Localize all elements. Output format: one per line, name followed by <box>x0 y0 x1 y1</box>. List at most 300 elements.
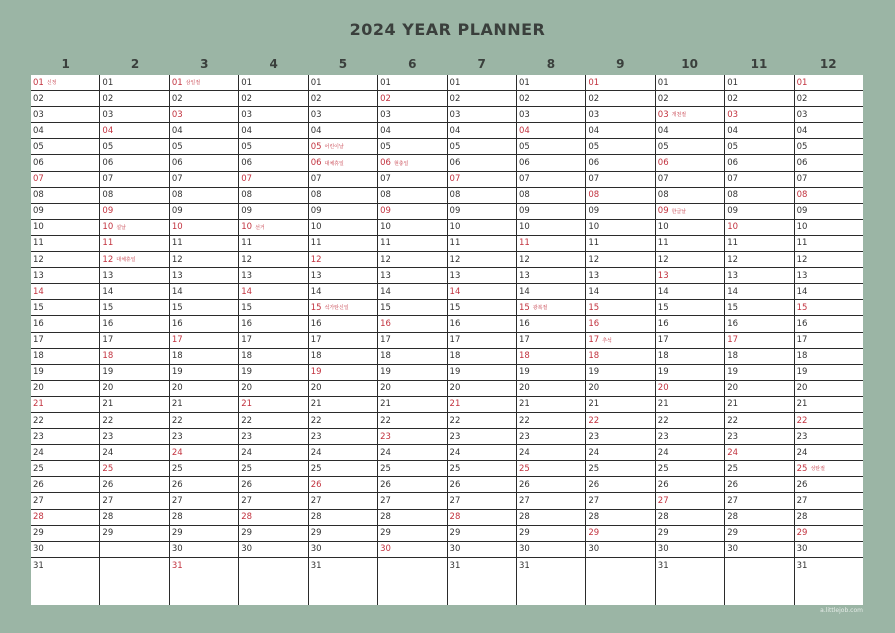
day-cell[interactable] <box>656 91 724 107</box>
day-cell[interactable] <box>448 493 516 509</box>
day-cell[interactable] <box>31 155 99 171</box>
day-cell[interactable] <box>656 349 724 365</box>
day-cell[interactable] <box>31 365 99 381</box>
day-cell[interactable] <box>31 429 99 445</box>
day-cell[interactable] <box>656 107 724 123</box>
day-cell[interactable] <box>100 91 168 107</box>
day-cell[interactable] <box>448 365 516 381</box>
day-cell[interactable] <box>517 123 585 139</box>
day-cell[interactable] <box>725 284 793 300</box>
day-cell[interactable] <box>725 429 793 445</box>
day-cell[interactable] <box>378 349 446 365</box>
day-cell[interactable] <box>448 558 516 574</box>
day-cell[interactable] <box>378 397 446 413</box>
day-cell[interactable] <box>378 284 446 300</box>
day-cell[interactable] <box>586 365 654 381</box>
day-cell[interactable] <box>309 139 377 155</box>
day-cell[interactable] <box>309 493 377 509</box>
day-cell[interactable] <box>586 381 654 397</box>
day-cell[interactable] <box>795 204 863 220</box>
day-cell[interactable] <box>100 445 168 461</box>
day-cell[interactable] <box>239 333 307 349</box>
day-cell[interactable] <box>517 333 585 349</box>
day-cell[interactable] <box>378 542 446 558</box>
day-cell[interactable] <box>378 220 446 236</box>
day-cell[interactable] <box>586 349 654 365</box>
day-cell[interactable] <box>100 558 168 574</box>
day-cell[interactable] <box>725 139 793 155</box>
day-cell[interactable] <box>170 107 238 123</box>
day-cell[interactable] <box>31 510 99 526</box>
day-cell[interactable] <box>378 558 446 574</box>
day-cell[interactable] <box>795 107 863 123</box>
day-cell[interactable] <box>378 123 446 139</box>
day-cell[interactable] <box>170 123 238 139</box>
day-cell[interactable] <box>448 397 516 413</box>
day-cell[interactable] <box>239 461 307 477</box>
day-cell[interactable] <box>656 526 724 542</box>
day-cell[interactable] <box>795 429 863 445</box>
day-cell[interactable] <box>309 333 377 349</box>
day-cell[interactable] <box>378 526 446 542</box>
day-cell[interactable] <box>795 381 863 397</box>
day-cell[interactable] <box>725 365 793 381</box>
day-cell[interactable] <box>656 284 724 300</box>
day-cell[interactable] <box>170 413 238 429</box>
day-cell[interactable] <box>31 123 99 139</box>
day-cell[interactable] <box>378 107 446 123</box>
day-cell[interactable] <box>448 381 516 397</box>
day-cell[interactable] <box>725 381 793 397</box>
day-cell[interactable] <box>586 268 654 284</box>
day-cell[interactable] <box>239 236 307 252</box>
day-cell[interactable] <box>517 461 585 477</box>
day-cell[interactable] <box>586 526 654 542</box>
day-cell[interactable] <box>517 542 585 558</box>
day-cell[interactable] <box>309 220 377 236</box>
day-cell[interactable] <box>795 284 863 300</box>
day-cell[interactable] <box>378 204 446 220</box>
day-cell[interactable] <box>725 510 793 526</box>
day-cell[interactable] <box>656 397 724 413</box>
day-cell[interactable] <box>448 123 516 139</box>
day-cell[interactable] <box>517 445 585 461</box>
day-cell[interactable] <box>586 172 654 188</box>
day-cell[interactable] <box>309 300 377 316</box>
day-cell[interactable] <box>309 204 377 220</box>
day-cell[interactable] <box>378 172 446 188</box>
day-cell[interactable] <box>378 333 446 349</box>
day-cell[interactable] <box>309 268 377 284</box>
day-cell[interactable] <box>656 75 724 91</box>
day-cell[interactable] <box>517 558 585 574</box>
day-cell[interactable] <box>725 300 793 316</box>
day-cell[interactable] <box>725 252 793 268</box>
day-cell[interactable] <box>378 413 446 429</box>
day-cell[interactable] <box>586 188 654 204</box>
day-cell[interactable] <box>239 188 307 204</box>
day-cell[interactable] <box>239 381 307 397</box>
day-cell[interactable] <box>725 349 793 365</box>
day-cell[interactable] <box>239 365 307 381</box>
day-cell[interactable] <box>170 91 238 107</box>
day-cell[interactable] <box>795 268 863 284</box>
day-cell[interactable] <box>239 558 307 574</box>
day-cell[interactable] <box>239 526 307 542</box>
day-cell[interactable] <box>725 204 793 220</box>
day-cell[interactable] <box>656 381 724 397</box>
day-cell[interactable] <box>309 558 377 574</box>
day-cell[interactable] <box>448 300 516 316</box>
day-cell[interactable] <box>100 365 168 381</box>
day-cell[interactable] <box>239 252 307 268</box>
day-cell[interactable] <box>239 349 307 365</box>
day-cell[interactable] <box>656 188 724 204</box>
day-cell[interactable] <box>309 284 377 300</box>
day-cell[interactable] <box>656 413 724 429</box>
day-cell[interactable] <box>309 413 377 429</box>
day-cell[interactable] <box>586 413 654 429</box>
day-cell[interactable] <box>309 188 377 204</box>
day-cell[interactable] <box>239 220 307 236</box>
day-cell[interactable] <box>517 300 585 316</box>
day-cell[interactable] <box>586 204 654 220</box>
day-cell[interactable] <box>448 91 516 107</box>
day-cell[interactable] <box>309 445 377 461</box>
day-cell[interactable] <box>31 493 99 509</box>
day-cell[interactable] <box>100 397 168 413</box>
day-cell[interactable] <box>517 91 585 107</box>
day-cell[interactable] <box>795 123 863 139</box>
day-cell[interactable] <box>31 349 99 365</box>
day-cell[interactable] <box>31 204 99 220</box>
day-cell[interactable] <box>795 188 863 204</box>
day-cell[interactable] <box>239 107 307 123</box>
day-cell[interactable] <box>100 172 168 188</box>
day-cell[interactable] <box>725 493 793 509</box>
day-cell[interactable] <box>448 333 516 349</box>
day-cell[interactable] <box>100 413 168 429</box>
day-cell[interactable] <box>100 188 168 204</box>
day-cell[interactable] <box>725 477 793 493</box>
day-cell[interactable] <box>448 139 516 155</box>
day-cell[interactable] <box>31 252 99 268</box>
day-cell[interactable] <box>31 107 99 123</box>
day-cell[interactable] <box>170 542 238 558</box>
day-cell[interactable] <box>239 172 307 188</box>
day-cell[interactable] <box>448 349 516 365</box>
day-cell[interactable] <box>378 429 446 445</box>
day-cell[interactable] <box>100 526 168 542</box>
day-cell[interactable] <box>795 365 863 381</box>
day-cell[interactable] <box>309 252 377 268</box>
day-cell[interactable] <box>100 284 168 300</box>
day-cell[interactable] <box>309 316 377 332</box>
day-cell[interactable] <box>239 477 307 493</box>
day-cell[interactable] <box>795 526 863 542</box>
day-cell[interactable] <box>31 268 99 284</box>
day-cell[interactable] <box>239 139 307 155</box>
day-cell[interactable] <box>517 155 585 171</box>
day-cell[interactable] <box>309 542 377 558</box>
day-cell[interactable] <box>795 510 863 526</box>
day-cell[interactable] <box>309 91 377 107</box>
day-cell[interactable] <box>725 220 793 236</box>
day-cell[interactable] <box>448 510 516 526</box>
day-cell[interactable] <box>100 155 168 171</box>
day-cell[interactable] <box>170 333 238 349</box>
day-cell[interactable] <box>795 349 863 365</box>
day-cell[interactable] <box>239 155 307 171</box>
day-cell[interactable] <box>170 381 238 397</box>
day-cell[interactable] <box>100 349 168 365</box>
day-cell[interactable] <box>100 493 168 509</box>
day-cell[interactable] <box>586 139 654 155</box>
day-cell[interactable] <box>170 349 238 365</box>
day-cell[interactable] <box>239 204 307 220</box>
day-cell[interactable] <box>378 75 446 91</box>
day-cell[interactable] <box>31 284 99 300</box>
day-cell[interactable] <box>239 268 307 284</box>
day-cell[interactable] <box>170 510 238 526</box>
day-cell[interactable] <box>378 493 446 509</box>
day-cell[interactable] <box>795 558 863 574</box>
day-cell[interactable] <box>517 75 585 91</box>
day-cell[interactable] <box>378 236 446 252</box>
day-cell[interactable] <box>725 558 793 574</box>
day-cell[interactable] <box>378 477 446 493</box>
day-cell[interactable] <box>31 461 99 477</box>
day-cell[interactable] <box>448 316 516 332</box>
day-cell[interactable] <box>586 493 654 509</box>
day-cell[interactable] <box>725 333 793 349</box>
day-cell[interactable] <box>656 429 724 445</box>
day-cell[interactable] <box>586 252 654 268</box>
day-cell[interactable] <box>586 300 654 316</box>
day-cell[interactable] <box>586 445 654 461</box>
day-cell[interactable] <box>170 365 238 381</box>
day-cell[interactable] <box>725 316 793 332</box>
day-cell[interactable] <box>239 445 307 461</box>
day-cell[interactable] <box>656 155 724 171</box>
day-cell[interactable] <box>239 91 307 107</box>
day-cell[interactable] <box>517 220 585 236</box>
day-cell[interactable] <box>378 91 446 107</box>
day-cell[interactable] <box>656 510 724 526</box>
day-cell[interactable] <box>517 349 585 365</box>
day-cell[interactable] <box>31 316 99 332</box>
day-cell[interactable] <box>448 75 516 91</box>
day-cell[interactable] <box>378 461 446 477</box>
day-cell[interactable] <box>725 413 793 429</box>
day-cell[interactable] <box>100 123 168 139</box>
day-cell[interactable] <box>31 139 99 155</box>
day-cell[interactable] <box>795 445 863 461</box>
day-cell[interactable] <box>31 526 99 542</box>
day-cell[interactable] <box>170 172 238 188</box>
day-cell[interactable] <box>795 75 863 91</box>
day-cell[interactable] <box>448 107 516 123</box>
day-cell[interactable] <box>586 397 654 413</box>
day-cell[interactable] <box>586 91 654 107</box>
day-cell[interactable] <box>239 542 307 558</box>
day-cell[interactable] <box>31 188 99 204</box>
day-cell[interactable] <box>586 236 654 252</box>
day-cell[interactable] <box>517 204 585 220</box>
day-cell[interactable] <box>656 477 724 493</box>
day-cell[interactable] <box>656 333 724 349</box>
day-cell[interactable] <box>31 445 99 461</box>
day-cell[interactable] <box>239 300 307 316</box>
day-cell[interactable] <box>795 477 863 493</box>
day-cell[interactable] <box>170 477 238 493</box>
day-cell[interactable] <box>517 365 585 381</box>
day-cell[interactable] <box>517 252 585 268</box>
day-cell[interactable] <box>725 268 793 284</box>
day-cell[interactable] <box>309 477 377 493</box>
day-cell[interactable] <box>100 268 168 284</box>
day-cell[interactable] <box>656 461 724 477</box>
day-cell[interactable] <box>378 365 446 381</box>
day-cell[interactable] <box>517 188 585 204</box>
day-cell[interactable] <box>795 155 863 171</box>
day-cell[interactable] <box>586 123 654 139</box>
day-cell[interactable] <box>448 268 516 284</box>
day-cell[interactable] <box>100 107 168 123</box>
day-cell[interactable] <box>239 316 307 332</box>
day-cell[interactable] <box>309 510 377 526</box>
day-cell[interactable] <box>725 188 793 204</box>
day-cell[interactable] <box>309 172 377 188</box>
day-cell[interactable] <box>170 493 238 509</box>
day-cell[interactable] <box>239 493 307 509</box>
day-cell[interactable] <box>309 123 377 139</box>
day-cell[interactable] <box>170 139 238 155</box>
day-cell[interactable] <box>170 252 238 268</box>
day-cell[interactable] <box>100 477 168 493</box>
day-cell[interactable] <box>31 172 99 188</box>
day-cell[interactable] <box>170 429 238 445</box>
day-cell[interactable] <box>170 155 238 171</box>
day-cell[interactable] <box>100 381 168 397</box>
day-cell[interactable] <box>100 252 168 268</box>
day-cell[interactable] <box>586 155 654 171</box>
day-cell[interactable] <box>239 413 307 429</box>
day-cell[interactable] <box>309 381 377 397</box>
day-cell[interactable] <box>517 172 585 188</box>
day-cell[interactable] <box>656 139 724 155</box>
day-cell[interactable] <box>31 236 99 252</box>
day-cell[interactable] <box>378 188 446 204</box>
day-cell[interactable] <box>170 284 238 300</box>
day-cell[interactable] <box>309 155 377 171</box>
day-cell[interactable] <box>795 397 863 413</box>
day-cell[interactable] <box>725 91 793 107</box>
day-cell[interactable] <box>586 75 654 91</box>
day-cell[interactable] <box>795 172 863 188</box>
day-cell[interactable] <box>309 365 377 381</box>
day-cell[interactable] <box>100 75 168 91</box>
day-cell[interactable] <box>725 461 793 477</box>
day-cell[interactable] <box>170 558 238 574</box>
day-cell[interactable] <box>239 510 307 526</box>
day-cell[interactable] <box>656 236 724 252</box>
day-cell[interactable] <box>170 188 238 204</box>
day-cell[interactable] <box>656 268 724 284</box>
day-cell[interactable] <box>31 220 99 236</box>
day-cell[interactable] <box>586 107 654 123</box>
day-cell[interactable] <box>725 445 793 461</box>
day-cell[interactable] <box>517 107 585 123</box>
day-cell[interactable] <box>100 316 168 332</box>
day-cell[interactable] <box>586 477 654 493</box>
day-cell[interactable] <box>309 429 377 445</box>
day-cell[interactable] <box>517 236 585 252</box>
day-cell[interactable] <box>239 284 307 300</box>
day-cell[interactable] <box>725 155 793 171</box>
day-cell[interactable] <box>100 429 168 445</box>
day-cell[interactable] <box>656 252 724 268</box>
day-cell[interactable] <box>795 461 863 477</box>
day-cell[interactable] <box>448 188 516 204</box>
day-cell[interactable] <box>586 558 654 574</box>
day-cell[interactable] <box>656 316 724 332</box>
day-cell[interactable] <box>517 284 585 300</box>
day-cell[interactable] <box>448 284 516 300</box>
day-cell[interactable] <box>378 252 446 268</box>
day-cell[interactable] <box>586 333 654 349</box>
day-cell[interactable] <box>448 526 516 542</box>
day-cell[interactable] <box>656 542 724 558</box>
day-cell[interactable] <box>31 381 99 397</box>
day-cell[interactable] <box>517 268 585 284</box>
day-cell[interactable] <box>656 493 724 509</box>
day-cell[interactable] <box>170 204 238 220</box>
day-cell[interactable] <box>309 107 377 123</box>
day-cell[interactable] <box>31 91 99 107</box>
day-cell[interactable] <box>170 445 238 461</box>
day-cell[interactable] <box>656 558 724 574</box>
day-cell[interactable] <box>725 397 793 413</box>
day-cell[interactable] <box>517 139 585 155</box>
day-cell[interactable] <box>31 558 99 574</box>
day-cell[interactable] <box>517 526 585 542</box>
day-cell[interactable] <box>795 333 863 349</box>
day-cell[interactable] <box>517 316 585 332</box>
day-cell[interactable] <box>656 365 724 381</box>
day-cell[interactable] <box>517 429 585 445</box>
day-cell[interactable] <box>656 204 724 220</box>
day-cell[interactable] <box>586 542 654 558</box>
day-cell[interactable] <box>100 220 168 236</box>
day-cell[interactable] <box>795 91 863 107</box>
day-cell[interactable] <box>31 75 99 91</box>
day-cell[interactable] <box>795 220 863 236</box>
day-cell[interactable] <box>795 493 863 509</box>
day-cell[interactable] <box>448 461 516 477</box>
day-cell[interactable] <box>725 75 793 91</box>
day-cell[interactable] <box>725 542 793 558</box>
day-cell[interactable] <box>170 236 238 252</box>
day-cell[interactable] <box>586 461 654 477</box>
day-cell[interactable] <box>725 107 793 123</box>
day-cell[interactable] <box>170 75 238 91</box>
day-cell[interactable] <box>100 236 168 252</box>
day-cell[interactable] <box>378 381 446 397</box>
day-cell[interactable] <box>309 461 377 477</box>
day-cell[interactable] <box>170 526 238 542</box>
day-cell[interactable] <box>31 413 99 429</box>
